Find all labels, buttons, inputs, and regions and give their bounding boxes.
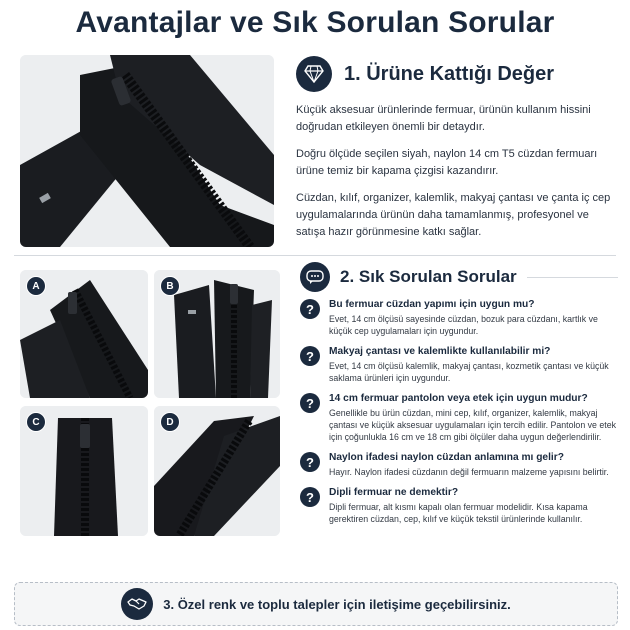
- section-2-rule: [527, 277, 618, 278]
- contact-banner: [14, 582, 618, 626]
- faq-answer: Hayır. Naylon ifadesi cüzdanın değil fermuarın malzeme yapısını belirtir.: [329, 467, 609, 477]
- value-paragraph: Cüzdan, kılıf, organizer, kalemlik, makyaj çantası ve çanta iç cep uygulamalarında ürünün daha tamamlanmış, profesyonel ve satışa hazır görünmesine katkı sağlar.: [296, 192, 611, 238]
- photo-d-badge: D: [160, 412, 180, 432]
- faq-question: Makyaj çantası ve kalemlikte kullanılabilir mi?: [329, 346, 551, 357]
- faq-answer: Genellikle bu ürün cüzdan, mini cep, kılıf, organizer, kalemlik, makyaj çantası ve küçük aksesuar uygulamaları için tercih edilir. Pantolon ve etek için çoğunlukla 16 cm ve 18 cm gibi ölçüler daha uygun değerlendirilir.: [329, 408, 617, 442]
- question-icon: ?: [300, 346, 320, 366]
- section-1-title: 1. Ürüne Kattığı Değer: [344, 62, 555, 85]
- question-icon: ?: [300, 487, 320, 507]
- faq-question: Bu fermuar cüzdan yapımı için uygun mu?: [329, 299, 535, 310]
- faq-item: [300, 298, 618, 337]
- faq-question: 14 cm fermuar pantolon veya etek için uygun mudur?: [329, 393, 588, 404]
- chat-icon: [300, 262, 330, 292]
- photo-b-badge: B: [160, 276, 180, 296]
- diamond-icon: [296, 56, 332, 92]
- faq-item: [300, 345, 618, 384]
- handshake-icon: [121, 588, 153, 620]
- faq-answer: Evet, 14 cm ölçüsü sayesinde cüzdan, bozuk para cüzdanı, kartlık ve küçük cep uygulamaları için uygundur.: [329, 314, 598, 336]
- main-product-photo: [20, 55, 274, 247]
- page-title: Avantajlar ve Sık Sorulan Sorular: [75, 6, 555, 39]
- section-2-header: [300, 262, 618, 292]
- value-paragraph: Doğru ölçüde seçilen siyah, naylon 14 cm T5 cüzdan fermuarı ürüne temiz bir kapama çizgisi kazandırır.: [296, 148, 598, 177]
- faq-item: [300, 392, 618, 443]
- section-faq: [300, 262, 618, 525]
- faq-question: Dipli fermuar ne demektir?: [329, 487, 459, 498]
- question-icon: ?: [300, 393, 320, 413]
- faq-question: Naylon ifadesi naylon cüzdan anlamına mı gelir?: [329, 452, 564, 463]
- question-icon: ?: [300, 299, 320, 319]
- faq-item: [300, 486, 618, 525]
- question-icon: ?: [300, 452, 320, 472]
- section-2-title: 2. Sık Sorulan Sorular: [340, 267, 517, 286]
- section-1-header: [296, 56, 616, 92]
- contact-text: 3. Özel renk ve toplu talepler için iletişime geçebilirsiniz.: [163, 596, 511, 612]
- faq-answer: Evet, 14 cm ölçüsü kalemlik, makyaj çantası, kozmetik çantası ve küçük saklama ürünleri için uygundur.: [329, 361, 609, 383]
- faq-answer: Dipli fermuar, alt kısmı kapalı olan fermuar modelidir. Kısa kapama gerektiren cüzdan, cep, kılıf ve küçük tekstil ürünlerinde kullanılır.: [329, 502, 588, 524]
- section-product-value: [296, 56, 616, 241]
- faq-item: [300, 451, 618, 478]
- value-paragraph: Küçük aksesuar ürünlerinde fermuar, ürünün kullanım hissini doğrudan etkileyen önemli bir detaydır.: [296, 104, 591, 133]
- section-divider: [14, 255, 616, 256]
- photo-c-badge: C: [26, 412, 46, 432]
- photo-a-badge: A: [26, 276, 46, 296]
